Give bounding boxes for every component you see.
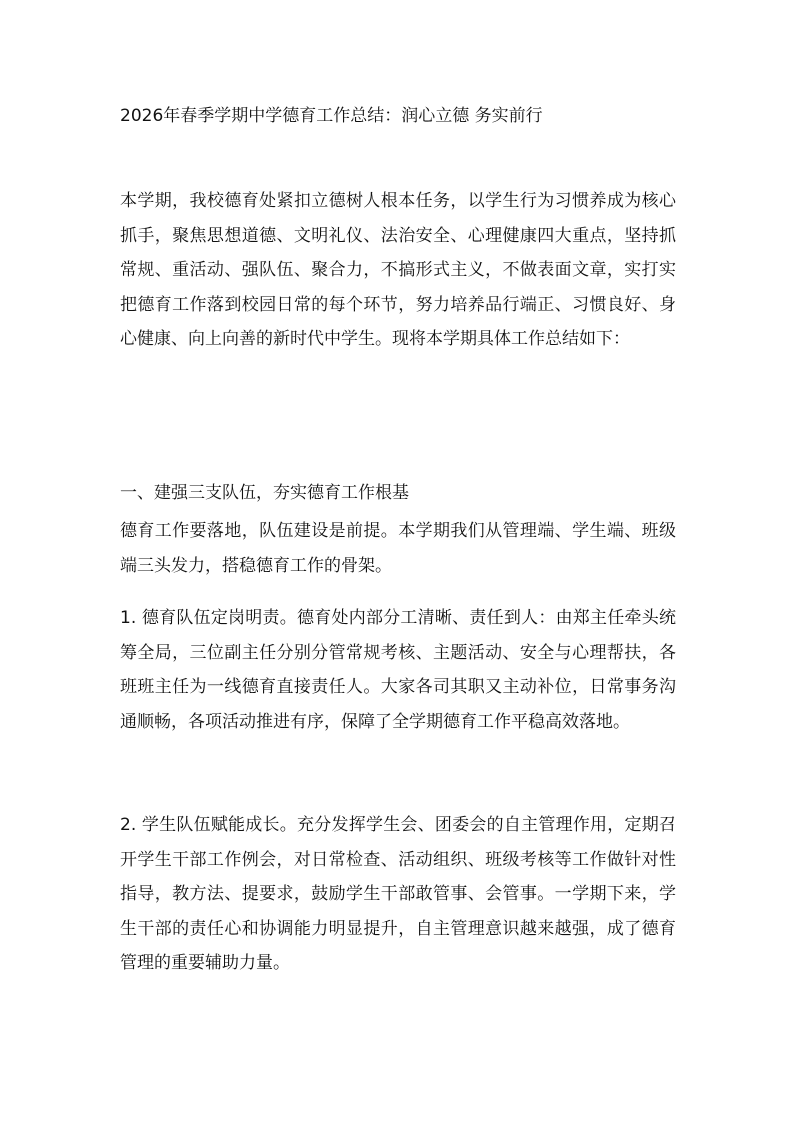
section-lead-text: 德育工作要落地，队伍建设是前提。本学期我们从管理端、学生端、班级端三头发力，搭稳德育工作的骨架。 [120,521,676,576]
list-item [120,808,676,981]
section-heading: 一、建强三支队伍，夯实德育工作根基 [120,483,409,503]
list-item [120,601,676,739]
document-title: 2026年春季学期中学德育工作总结：润心立德 务实前行 [120,106,543,126]
section-lead-paragraph [120,514,676,583]
intro-paragraph [120,184,676,357]
list-item-text: 1. 德育队伍定岗明责。德育处内部分工清晰、责任到人：由郑主任牵头统筹全局，三位副主任分别分管常规考核、主题活动、安全与心理帮扶，各班班主任为一线德育直接责任人。大家各司其职又主动补位，日常事务沟通顺畅，各项活动推进有序，保障了全学期德育工作平稳高效落地。 [120,608,676,732]
list-item-text: 2. 学生队伍赋能成长。充分发挥学生会、团委会的自主管理作用，定期召开学生干部工作例会，对日常检查、活动组织、班级考核等工作做针对性指导，教方法、提要求，鼓励学生干部敢管事、会管事。一学期下来，学生干部的责任心和协调能力明显提升，自主管理意识越来越强，成了德育管理的重要辅助力量。 [120,815,676,973]
intro-text: 本学期，我校德育处紧扣立德树人根本任务，以学生行为习惯养成为核心抓手，聚焦思想道德、文明礼仪、法治安全、心理健康四大重点，坚持抓常规、重活动、强队伍、聚合力，不搞形式主义，不做表面文章，实打实把德育工作落到校园日常的每个环节，努力培养品行端正、习惯良好、身心健康、向上向善的新时代中学生。现将本学期具体工作总结如下： [120,191,676,349]
